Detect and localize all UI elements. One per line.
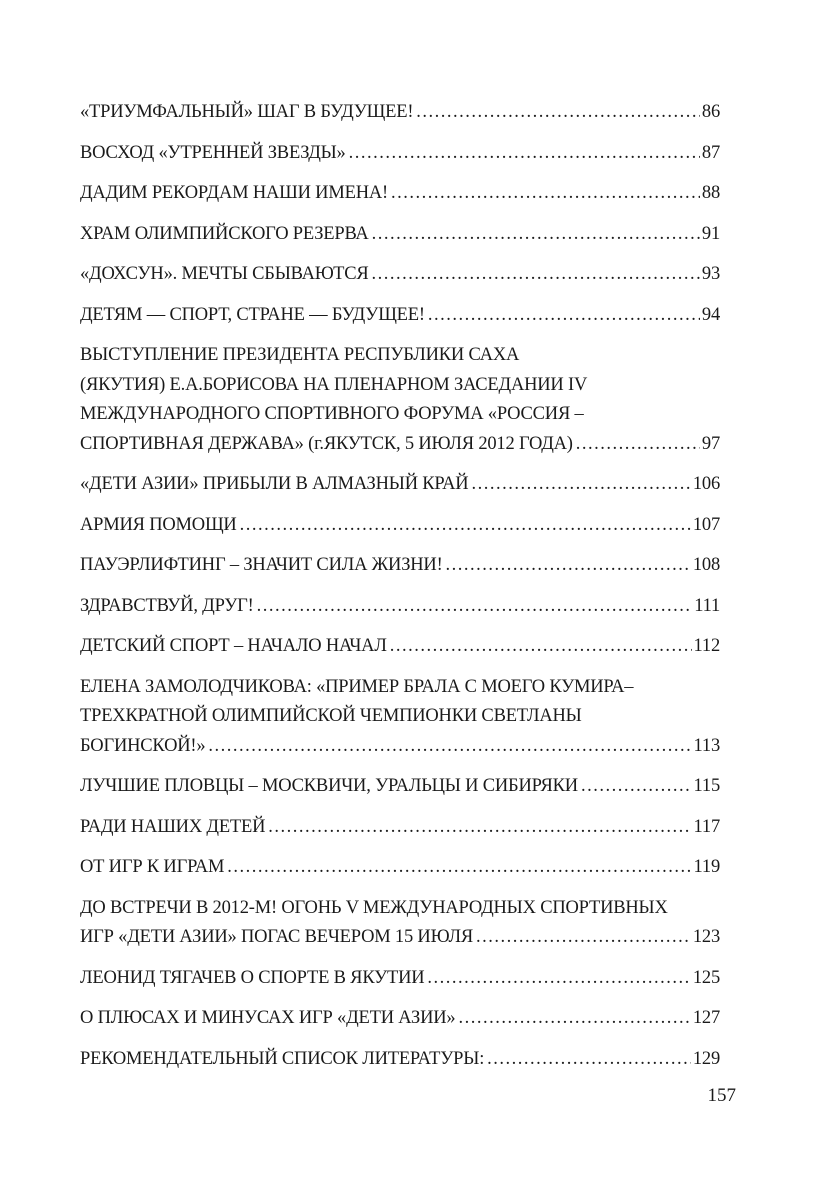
dot-leader [446,551,691,581]
dot-leader [576,430,700,460]
toc-entry-page: 119 [693,857,720,877]
toc-entry [80,632,720,662]
toc-entry-last-line [80,964,720,994]
toc-entry [80,139,720,169]
toc-entry-title-line: ДАДИМ РЕКОРДАМ НАШИ ИМЕНА! [80,183,388,203]
toc-entry-last-line [80,1045,720,1075]
toc-entry-page: 115 [693,776,720,796]
toc-entry [80,551,720,581]
toc-entry-page: 112 [693,636,720,656]
toc-entry-page: 117 [693,816,720,837]
dot-leader [428,301,700,331]
toc-entry [80,592,720,622]
toc-entry-page: 93 [701,264,720,284]
toc-entry-page: 111 [694,595,720,616]
toc-entry-page: 87 [701,142,720,163]
toc-entry [80,1004,720,1034]
dot-leader [257,592,693,622]
toc-entry-page: 94 [701,304,720,325]
toc-entry-title-line: О ПЛЮСАХ И МИНУСАХ ИГР «ДЕТИ АЗИИ» [80,1008,456,1028]
toc-entry [80,98,720,128]
toc-entry-page: 127 [692,1008,720,1028]
toc-entry [80,220,720,250]
toc-entry [80,673,720,762]
toc-entry-page: 108 [692,555,720,575]
toc-entry-title-line: «ДОХСУН». МЕЧТЫ СБЫВАЮТСЯ [80,264,369,284]
dot-leader [227,853,691,883]
dot-leader [372,260,700,290]
toc-entry-last-line [80,470,720,500]
toc-entry-title-line: ПАУЭРЛИФТИНГ – ЗНАЧИТ СИЛА ЖИЗНИ! [80,555,443,575]
toc-entry-title-line: РАДИ НАШИХ ДЕТЕЙ [80,816,266,837]
toc-entry-page: 123 [692,927,720,947]
toc-entry-last-line [80,511,720,541]
toc-entry-last-line [80,592,720,622]
toc-entry-page: 97 [701,433,720,454]
toc-entry-title-line: ЛЕОНИД ТЯГАЧЕВ О СПОРТЕ В ЯКУТИИ [80,967,425,988]
toc-entry-last-line [80,220,720,250]
toc-entry-title-line: «ДЕТИ АЗИИ» ПРИБЫЛИ В АЛМАЗНЫЙ КРАЙ [80,474,469,494]
dot-leader [427,964,690,994]
toc-entry-title-line: ОТ ИГР К ИГРАМ [80,857,225,877]
toc-entry [80,301,720,331]
dot-leader [471,470,690,500]
dot-leader [390,632,692,662]
toc-entry-title-line: РЕКОМЕНДАТЕЛЬНЫЙ СПИСОК ЛИТЕРАТУРЫ: [80,1048,485,1069]
toc-entry [80,853,720,883]
toc-entry-page: 107 [692,514,720,535]
toc-entry-title-line: ЗДРАВСТВУЙ, ДРУГ! [80,595,254,616]
toc-entry-last-line [80,301,720,331]
toc-entry-last-line [80,551,720,581]
toc-entry-title-line: ИГР «ДЕТИ АЗИИ» ПОГАС ВЕЧЕРОМ 15 ИЮЛЯ [80,927,473,947]
toc-entry [80,813,720,843]
toc-entry [80,341,720,459]
toc-entry-last-line [80,732,720,762]
toc-entry-title-line: ЛУЧШИЕ ПЛОВЦЫ – МОСКВИЧИ, УРАЛЬЦЫ И СИБИРЯКИ [80,776,578,796]
dot-leader [476,923,691,953]
toc-entry-last-line [80,772,720,802]
dot-leader [268,813,691,843]
dot-leader [458,1004,690,1034]
toc-entry-title-line: ВОСХОД «УТРЕННЕЙ ЗВЕЗДЫ» [80,142,346,163]
toc-entry-last-line [80,260,720,290]
dot-leader [208,732,691,762]
toc-entry [80,894,720,953]
toc-entry-last-line [80,139,720,169]
toc-entry-title-line: (ЯКУТИЯ) Е.А.БОРИСОВА НА ПЛЕНАРНОМ ЗАСЕДАНИИ IV [80,374,588,395]
toc-entry-page: 91 [701,223,720,244]
toc-entry [80,470,720,500]
dot-leader [581,772,692,802]
dot-leader [240,511,691,541]
toc-entry-page: 113 [693,735,720,756]
toc-entry [80,179,720,209]
toc-entry [80,964,720,994]
toc-entry-page: 86 [701,102,720,122]
dot-leader [349,139,700,169]
toc-entry-last-line [80,179,720,209]
toc-entry-last-line [80,632,720,662]
toc-entry-last-line [80,813,720,843]
toc-entry [80,772,720,802]
dot-leader [487,1045,691,1075]
toc-entry-page: 106 [692,474,720,494]
toc-entry-title-line: АРМИЯ ПОМОЩИ [80,514,237,535]
toc-entry-page: 125 [692,967,720,988]
toc-entry-title-line: ДО ВСТРЕЧИ В 2012-М! ОГОНЬ V МЕЖДУНАРОДНЫХ СПОРТИВНЫХ [80,897,668,918]
dot-leader [391,179,700,209]
toc-entry-title-line: ТРЕХКРАТНОЙ ОЛИМПИЙСКОЙ ЧЕМПИОНКИ СВЕТЛАНЫ [80,706,582,726]
toc-entry-page: 88 [701,183,720,203]
dot-leader [416,98,700,128]
page-number: 157 [707,1085,736,1106]
toc-entry-title-line: ДЕТСКИЙ СПОРТ – НАЧАЛО НАЧАЛ [80,636,387,656]
toc-entry [80,511,720,541]
toc-entry [80,260,720,290]
toc-entry-title-line: ДЕТЯМ — СПОРТ, СТРАНЕ — БУДУЩЕЕ! [80,304,425,325]
toc-entry-last-line [80,430,720,460]
toc-entry-last-line [80,1004,720,1034]
toc-entry-title-line: «ТРИУМФАЛЬНЫЙ» ШАГ В БУДУЩЕЕ! [80,102,414,122]
toc-entry-title-line: ВЫСТУПЛЕНИЕ ПРЕЗИДЕНТА РЕСПУБЛИКИ САХА [80,345,520,365]
toc-entry-title-line: БОГИНСКОЙ!» [80,735,206,756]
toc-entry-title-line: ЕЛЕНА ЗАМОЛОДЧИКОВА: «ПРИМЕР БРАЛА С МОЕГО КУМИРА– [80,676,634,697]
toc-entry [80,1045,720,1075]
dot-leader [372,220,700,250]
toc-entry-last-line [80,923,720,953]
table-of-contents [80,98,720,1085]
toc-entry-last-line [80,98,720,128]
toc-entry-page: 129 [692,1048,720,1069]
toc-entry-last-line [80,853,720,883]
toc-entry-title-line: ХРАМ ОЛИМПИЙСКОГО РЕЗЕРВА [80,223,369,244]
toc-entry-title-line: МЕЖДУНАРОДНОГО СПОРТИВНОГО ФОРУМА «РОССИЯ – [80,404,584,424]
toc-entry-title-line: СПОРТИВНАЯ ДЕРЖАВА» (г.ЯКУТСК, 5 ИЮЛЯ 2012 ГОДА) [80,433,573,454]
